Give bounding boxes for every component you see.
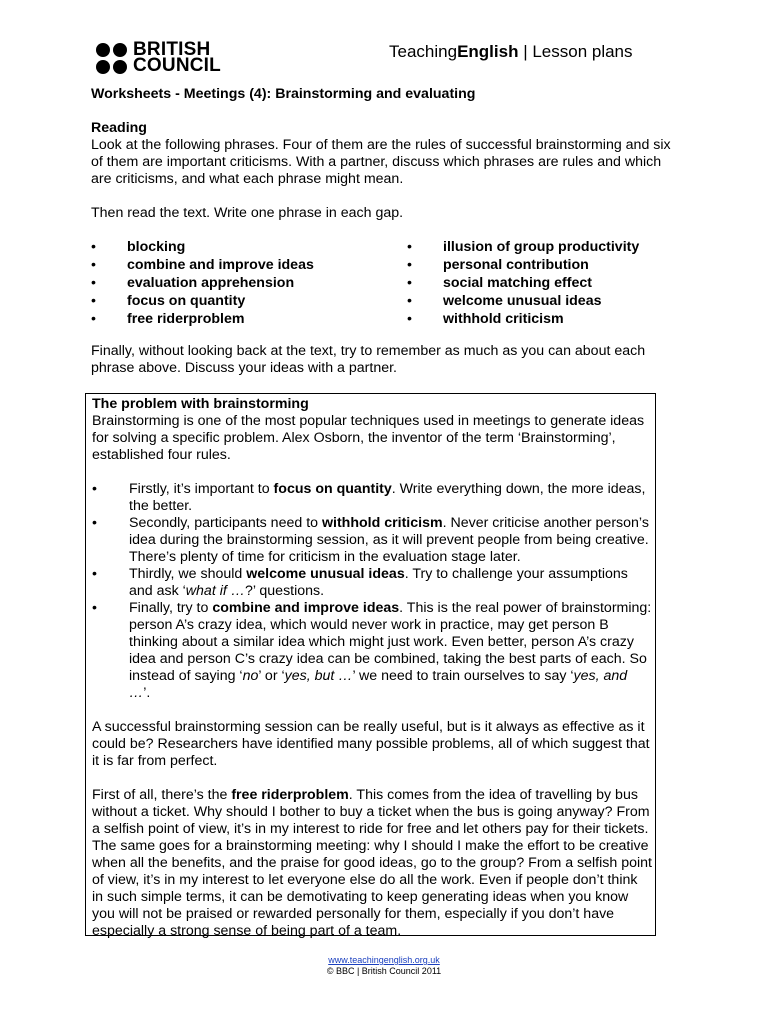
rule-keyword: combine and improve ideas — [212, 600, 400, 616]
rule-text: . Try to challenge your assumptions and ask ‘ — [129, 566, 628, 599]
phrase-text: combine and improve ideas — [127, 257, 314, 273]
reading-text-title: The problem with brainstorming — [92, 396, 309, 412]
phrase-text: free riderproblem — [127, 311, 245, 327]
rule-item — [92, 515, 652, 566]
reading-intro: Look at the following phrases. Four of them are the rules of successful brainstorming and six of them are important criticisms. With a partner, discuss which phrases are rules and which are criticisms, and what each phrase might mean. — [91, 137, 671, 187]
bullet: • — [91, 311, 96, 327]
rule-text: Secondly, participants need to — [129, 515, 322, 531]
bullet: • — [91, 239, 96, 255]
rule-italic: what if … — [185, 583, 245, 599]
rule-keyword: focus on quantity — [273, 481, 392, 497]
rule-text: Finally, try to — [129, 600, 213, 616]
reading-paragraph-2: A successful brainstorming session can be really useful, but is it always as effective as it could be? Researchers have identified many possible problems, all of which suggest that it is far from perfect. — [92, 719, 650, 769]
rule-keyword: withhold criticism — [321, 515, 443, 531]
bullet: • — [92, 566, 97, 582]
rule-text: Thirdly, we should — [129, 566, 247, 582]
rule-text: ’ we need to train ourselves to say ‘ — [352, 668, 574, 684]
worksheet-title: Worksheets - Meetings (4): Brainstorming and evaluating — [91, 86, 476, 102]
bullet: • — [407, 293, 412, 309]
phrase-text: illusion of group productivity — [443, 239, 640, 255]
bullet: • — [407, 239, 412, 255]
rule-italic: yes, but … — [284, 668, 353, 684]
british-council-logo — [96, 39, 221, 76]
reading-instruction: Then read the text. Write one phrase in each gap. — [91, 205, 404, 221]
rule-text: ?’ questions. — [244, 583, 325, 599]
paragraph-keyword: free riderproblem — [231, 787, 349, 803]
rule-text: ’ or ‘ — [258, 668, 285, 684]
logo-line-1: BRITISH — [133, 39, 211, 60]
brand-prefix: Teaching — [389, 42, 458, 61]
reading-text — [92, 396, 652, 940]
logo-dots-icon — [96, 43, 127, 74]
bullet: • — [91, 257, 96, 273]
rule-item — [92, 481, 652, 515]
bullet: • — [92, 481, 97, 497]
rule-text: . Never criticise another person’s idea during the brainstorming session, as it will prevent people from being creative. There’s plenty of time for criticism in the evaluation stage later. — [129, 515, 649, 565]
phrase-text: welcome unusual ideas — [443, 293, 602, 309]
footer-copyright: © BBC | British Council 2011 — [326, 966, 442, 976]
rule-italic: no — [242, 668, 259, 684]
rule-italic: yes, and … — [129, 668, 628, 701]
phrase-text: personal contribution — [443, 257, 589, 273]
brand-suffix: | Lesson plans — [518, 42, 633, 61]
reading-text-intro: Brainstorming is one of the most popular techniques used in meetings to generate ideas for solving a specific problem. Alex Osborn, the inventor of the term ‘Brainstorming’, established four rules. — [92, 413, 645, 463]
page-footer — [0, 955, 768, 977]
reading-paragraph-3 — [92, 787, 652, 940]
bullet: • — [407, 257, 412, 273]
phrase-text: blocking — [127, 239, 186, 255]
phrase-text: social matching effect — [443, 275, 593, 291]
reading-text-box — [85, 393, 656, 939]
rule-text: Firstly, it’s important to — [129, 481, 274, 497]
paragraph-text: First of all, there’s the — [92, 787, 232, 803]
bullet: • — [92, 515, 97, 531]
final-instruction: Finally, without looking back at the text, try to remember as much as you can about each phrase above. Discuss your ideas with a partner. — [91, 343, 646, 376]
bullet: • — [91, 275, 96, 291]
rule-text: . Write everything down, the more ideas, the better. — [129, 481, 646, 514]
reading-heading: Reading — [91, 120, 147, 136]
bullet: • — [407, 311, 412, 327]
rule-text: . This is the real power of brainstorming: person A’s crazy idea, which would never work in practice, may get person B thinking about a similar idea which might just work. Even better, person A’s crazy idea and person C’s crazy idea can be combined, taking the best parts of each. So instead of saying ‘ — [129, 600, 652, 684]
phrase-text: evaluation apprehension — [127, 275, 295, 291]
bullet: • — [92, 600, 97, 616]
brand-bold: English — [457, 42, 519, 61]
logo-wordmark — [133, 39, 221, 76]
paragraph-text: . This comes from the idea of travelling by bus without a ticket. Why should I bother to buy a ticket when the bus is going anyway? From a selfish point of view, it’s in my interest to ride for free and let others pay for their tickets. The same goes for a brainstorming meeting: why I should I make the effort to be creative when all the benefits, and the praise for good ideas, go to the group? From a selfish point of view, it’s in my interest to let everyone else do all the work. Even if people don’t think in such simple terms, it can be demotivating to keep generating ideas when you know you will not be praised or rewarded personally for them, especially if you don’t have especially a strong sense of being part of a team. — [92, 787, 652, 939]
bullet: • — [407, 275, 412, 291]
logo-line-2: COUNCIL — [133, 55, 221, 76]
footer-url-link[interactable]: www.teachingenglish.org.uk — [328, 955, 440, 965]
phrase-text: focus on quantity — [127, 293, 246, 309]
rules-list — [92, 481, 652, 702]
teaching-english-header — [389, 42, 633, 62]
phrase-text: withhold criticism — [443, 311, 564, 327]
bullet: • — [91, 293, 96, 309]
rule-keyword: welcome unusual ideas — [246, 566, 405, 582]
rule-item — [92, 566, 652, 600]
rule-item — [92, 600, 652, 702]
rule-text: ’. — [143, 685, 151, 701]
